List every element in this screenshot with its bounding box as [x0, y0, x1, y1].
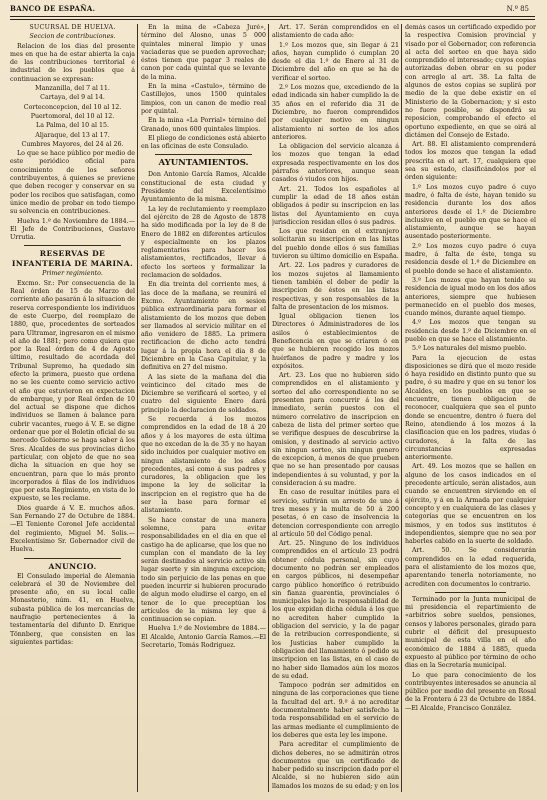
paragraph: Excmo. Sr.: Por consecuencia de la Real órden de 15 de Marzo del corriente año pasarán á la situacion de reserva correspondiente los individuos de este Cuerpo, del reemplazo de 1880, que, procedentes de sorteados para Ultramar, ingresaron en el mismo el año de 1881; pero como quiera que por la Real órden de 4 de Agosto último, resultado de acordada del Tribunal Supremo, ha quedado sin efecto la primera, puesto que ordena no se les cuente como servicio activo el año que estuvieron en expectacion de embarque, y por Real órden de 10 del actual se dispone que dichos individuos se llamen á balance para cubrir vacantes, ruego á V. E. se digne ordenar que por el Boletin oficial de su mercedo Gobierno se haga saber á los Sres. Alcaldes de sus provincias dicho particular, con objeto de que no sea dicha la situacion en que hoy se encuentran, para que lo más pronto incorporados á filas de los individuos que por esta Regimiento, en vista de lo expuesto, se les reclame.	[10, 279, 135, 503]
column-4	[405, 24, 536, 794]
schedule-item: Corteconcepcion, del 10 al 12.	[23, 103, 122, 111]
paragraph: En dia treinta del corriente mes, á las doce de la mañana, se reunirá el Excmo. Ayuntamiento en sesion pública extraordinaria para formar el alistamiento de los mozos que deben ser llamados al servicio militar en el año venidero de 1885. La primera rectificacion de dicho acto tendrá lugar á la propia hora el dia 8 de Diciembre en la Casa Capitular, y la definitiva en 27 del mismo.	[141, 281, 266, 372]
section-heading: Seccion de contribuciones.	[29, 33, 116, 41]
notice-heading: ANUNCIO.	[48, 561, 97, 571]
paragraph: La obligacion del servicio alcanza á los mozos que tengan la edad expresada respectivamente en los dos párrafos anteriores, aunque sean casados ó viudos con hijos.	[272, 143, 399, 184]
masthead-title: BANCO DE ESPAÑA.	[10, 4, 96, 13]
paragraph: Art. 21. Todos los españoles al cumplir la edad de 18 años están obligados á pedir su inscripcion en las listas del Ayuntamiento en cuya jurisdiccion residan ellos ó sus padres.	[272, 185, 399, 226]
paragraph: A las siete de la mañana del dia veinticinco del citado mes de Diciembre se verificará el sorteo, y el cuatro del siguiente Enero dará principio la declaracion de soldados.	[141, 373, 266, 414]
paragraph: En la mina «La Porrial» término del Granado, unos 600 quintales limpios.	[141, 117, 266, 133]
subheading: Primer regimiento.	[42, 270, 103, 278]
paragraph: Los que residan en el extranjero solicitarán su inscripcion en las listas del pueblo donde ellos ó sus familias tuvieron su último domicilio en España.	[272, 228, 399, 261]
paragraph: La ley de reclutamiento y reemplazo del ejército de 28 de Agosto de 1878 ha sido modificada por la ley de 8 de Enero de 1882 en diferentes artículos y especialmente en los plazos reglamentarios para hacer los alistamientos, rectificados, llevar á efecto los sorteos y formalizar la reclamacion de soldados.	[141, 205, 266, 280]
paragraph: Art. 49. Los mozos que se hallen en alguno de los casos indicados en el precedente artículo, serán alistados, aun cuando se encuentren sirviendo en el ejército, y á en la Armada por cualquier concepto y en cualquiera de las clases y categorías que se encuentren en los mismos, y en todos sus institutos é independientes, siempre que no sea por haberles cabido en la suerte de soldado.	[405, 463, 536, 546]
column-3	[272, 24, 399, 794]
paragraph: 1.º Los mozos cuyo padre ó cuyo madre, ó falta de éste, hayan tenido su residencia durante los dos años anteriores desde el 1.º de Diciembre inclusive en el pueblo en que se hace el alistamiento, aunque se hayan ausentado posteriormente.	[405, 183, 536, 241]
schedule-item: Cartaya, del 9 al 14.	[40, 94, 105, 102]
masthead-rule-bottom	[10, 19, 535, 20]
divider	[24, 558, 121, 559]
paragraph: Art. 25. Ninguno de los individuos comprendidos en el artículo 23 podrá obtener cédula personal, sin cuyo documento no podrán ser empleados en cargos públicos, ni desempeñar cargo público honorífico ó retribuido sin fianza guarentia, provinciales ó municipales bajo la responsabilidad de los que expidan dicha cédula á los que no acrediten haber cumplido la obligacion del servicio, y la de pagar de la retribucion correspondiente, si los Justicias haber cumplido la obligacion del llamamiento ó pedido su inscripcion en las listas, en el caso de no haber sido llamados aún los mozos de su edad.	[272, 540, 399, 680]
paragraph: Para acreditar el cumplimiento de dichos deberes, no se admitirán otros documentos que un certificado de haber pedido su inscripcion dado por el Alcalde, si no hubieren sido aún llamados los mozos de su edad; y en los	[272, 741, 399, 790]
notice-heading: RESERVAS DE INFANTERIA DE MARINA.	[11, 249, 134, 269]
paragraph: Relacion de los dias del presente mes en que ha de estar abierta la caja de las contribuciones territorial é industrial de los pueblos que á continuacion se expresan:	[10, 42, 135, 83]
paragraph: 2.º Los mozos cuyo padre ó cuya madre, á falta de éste, tenga su residencia desde el 1.º de Diciembre en el pueblo donde se hace el alistamiento.	[405, 242, 536, 275]
paragraph: Para la ejecucion de estas disposiciones se dirá que el mozo reside ó haya residido en distinto punto que su padre, ó su madre y que en su tenor los Alcaldes, en los pueblos en que se encuentre, tienen obligacion de reconocer, cualquiera que sea el punto donde se encuentre, dentro ó fuera del Reino, atendiendo á los mozos á la clasificacion que en los padres, viudas ó curadores, á la falta de las circunstancias expresadas anteriormente.	[405, 354, 536, 462]
paragraph: 2.º Los mozos que, excediendo de la edad indicada sin haber cumplido la de 35 años en el referido dia 31 de Diciembre, no fueron comprendidos por cualquier motivo en ningun alistamiento ni sorteo de los años anteriores.	[272, 84, 399, 141]
signature: Lo que para conocimiento de los contribuyentes interesados se anuncia al público por medio del presente en Rosal de la Frontera á 23 de Octubre de 1884.—El Alcalde, Francisco González.	[405, 671, 536, 712]
column-2	[141, 24, 266, 794]
column-separator	[137, 24, 138, 792]
divider	[435, 592, 506, 593]
paragraph: Lo que se hace público por medio de este periódico oficial para conocimiento de los señores contribuyentes, á quienes se previene que deben recoger y conservar en su poder los recibos que satisfagan, como único medio de probar en todo tiempo su solvencia en contribuciones.	[10, 150, 135, 216]
paragraph: 4.º Los mozos que tengan su residencia desde 1.º de Diciembre en el pueblo en que se hace el alistamiento.	[405, 319, 536, 343]
paragraph: 5.º Los naturales del mismo pueblo.	[412, 345, 527, 353]
signature: Huelva 1.º de Noviembre de 1884.—El Alcalde, Antonio García Ramos.—El Secretario, Tomás Rodriguez.	[141, 625, 266, 650]
column-separator	[268, 24, 269, 792]
masthead	[10, 2, 537, 16]
paragraph: El Consulado imperial de Alemania celebrará el 30 de Noviembre del presente año, en su local calle Monasterio, núm. 41, en Huelva, subasta pública de los mercancías de naufragio pertenecientes á la testamentaría del difunto D. Enrique Tönnberg, que consisten en las siguientes partidas:	[10, 572, 135, 646]
paragraph: Terminado por la Junta municipal de mi presidencia el repartimiento de «arbitrios sobre sueldos, pensiones, censos y labores personales, girado para cubrir el déficit del presupuesto municipal de esta villa en el año económico de 1884 á 1885, queda expuesto al público por término de ocho dias en la Secretaría municipal.	[405, 595, 536, 670]
paragraph: 1.º Los mozos que, sin llegar á 21 años, hayan cumplido ó cumplan 20 desde el dia 1.º de Enero al 31 de Diciembre del año en que se ha de verificar el sorteo.	[272, 41, 399, 82]
divider	[155, 154, 252, 155]
schedule-item: La Palma, del 10 al 15.	[36, 122, 109, 130]
paragraph: Se recuerda á los mozos comprendidos en la edad de 18 á 20 años y á los mayores de esta última que no excedan de la de 35 y no hayan sido incluidos por cualquier motivo en ningun alistamiento de los años precedentes, así como á sus padres y curadores, la obligacion que les impone la ley de solicitar la inscripcion en el registro que ha de ser la base para formar el alistamiento.	[141, 416, 266, 515]
paragraph: En la mina «Castulo», término de Castillejos, unos 1500 quintales limpios, con un canon de medio real por quintal.	[141, 83, 266, 115]
signature: Dios guarde á V. E. muchos años. San Fernando 27 de Octubre de 1884.—El Teniente Coronel Jefe accidental del regimiento, Miguel M. Solis.—Excelentísimo Sr. Gobernador civil de Huelva.	[10, 504, 135, 554]
schedule-item: Manzanilla, del 7 al 11.	[35, 85, 110, 93]
column-separator	[401, 24, 402, 792]
paragraph: Se hace constar de una manera solemne, para evitar responsabilidades en el dia en que el castigo ha de aplicarse, que los que no cumplan con el mandato de la ley serán destinados al servicio activo sin lugar suerte y sin ninguna excepcion; todo sin perjuicio de las penas en que pueden incurrir si hubieren procurado de algun modo eludirse el cargo, en el tenor de lo que preceptúan los artículos de la misma ley que á continuacion se copian.	[141, 516, 266, 624]
paragraph: Tampoco podrán ser admitidos en ninguna de las corporaciones que tiene la facultad del art. 9.º á no acreditar documentalmente haber satisfecho la toda responsabilidad en el servicio de las armas mediante el cumplimiento de los deberes que esta ley les impone.	[272, 682, 399, 739]
paragraph: Art. 88. El alistamiento comprenderá todos los mozos que tengan la edad prescrita en el art. 17, cualquiera que sea su estado, clasificándolos por el órden siguiente:	[405, 141, 536, 182]
paragraph: Art. 23. Los que no hubieren sido comprendidos en el alistamiento y sorteo del año correspondiente no se presenten para concurrir á los del inmediato, serán puestos con el número correlativo de inscripcion en cabeza de lista del primer sorteo que se verifique despues de descubrirse la omision, y destinado al servicio activo sin ningun sorteo, sin ningun genero de excepcion, á menos de que prueben que no se han presentado por causas independientes á su voluntad, y por la consideracion á su madre.	[272, 372, 399, 488]
paragraph: El pliego de condiciones está abierto en las oficinas de este Consulado.	[141, 134, 266, 151]
schedule-item: Puertomoral, del 10 al 12.	[30, 112, 115, 120]
branch-heading: SUCURSAL DE HUELVA.	[29, 24, 116, 31]
paragraph: Art. 22. Los padres y curadores de los mozos sujetos al llamamiento tienen también el deber de pedir la inscripcion de éstos en las listas respectivas, y son responsables de la falta de presentacion de los mismos.	[272, 262, 399, 311]
paragraph: Don Antonio García Ramos, Alcalde constitucional de esta ciudad y Presidente del Excelentísimo Ayuntamiento de la misma.	[141, 171, 266, 204]
paragraph: Art. 17. Serán comprendidos en el alistamiento de cada año:	[272, 24, 399, 40]
paragraph: En caso de resultar inútiles para el servicio, sufrirán un arresto de uno á tres meses y la multa de 50 á 200 pesetas, ó en caso de insolvencia la detencion correspondiente con arreglo al artículo 50 del Código penal.	[272, 489, 399, 538]
section-heading: AYUNTAMIENTOS.	[158, 158, 249, 169]
paragraph: En la mina de «Cabeza Juré», término del Alosno, unas 5 000 quintales mineral limpio y unas vaciaderas que se pueden aprovechar; éstos tienen que pagar 3 reales de canon por cada quintal que se levante de la mina.	[141, 24, 266, 81]
schedule-item: Cumbres Mayores, del 24 al 26.	[21, 140, 124, 148]
issue-number: N.º 85	[506, 5, 529, 13]
signature: Huelva 1.º de Noviembre de 1884.—El Jefe de Contribuciones, Gustavo Urrutia.	[10, 217, 135, 242]
paragraph: demás casos un certificado expedido por la respectiva Comision provincial y visado por el Gobernador, con referencia al acta del sorteo en que haya sido comprendido el interesado; cuyos copias autorizadas deben obrar en su poder con arreglo al art. 38. La falta de algunos de estos copias se suplirá por medio de la que debe existir en el Ministerio de la Gobernacion; y si esto no fuere posible, se dispondrá su reposicion, comprobando el efecto el oportuno expediente, en que se oirá al dictámen del Consejo de Estado.	[405, 24, 536, 139]
paragraph: 3.º Los mozos que hayan tenido su residencia de igual modo en los dos años anteriores, siempre que hubiesen permanecido en el pueblo dos meses, cuando ménos, durante aquel tiempo.	[405, 276, 536, 318]
schedule-item: Aljaraque, del 13 al 17.	[35, 131, 110, 139]
paragraph: Art. 50. Se considerarán comprendidos en la edad requerida, para el alistamiento de los mozos que, aparentando tenerla notoriamente, no acrediten con documentos lo contrario.	[405, 547, 536, 588]
column-1	[10, 24, 135, 794]
masthead-rule-top	[10, 16, 535, 17]
divider	[24, 245, 121, 246]
paragraph: Igual obligacion tienen los Directores ó Administradores de los asilos ó establecimientos de Beneficencia en que se críaren ó en que se hubieren recogido los mozos huérfanos de padre y madre y los expósitos.	[272, 313, 399, 370]
